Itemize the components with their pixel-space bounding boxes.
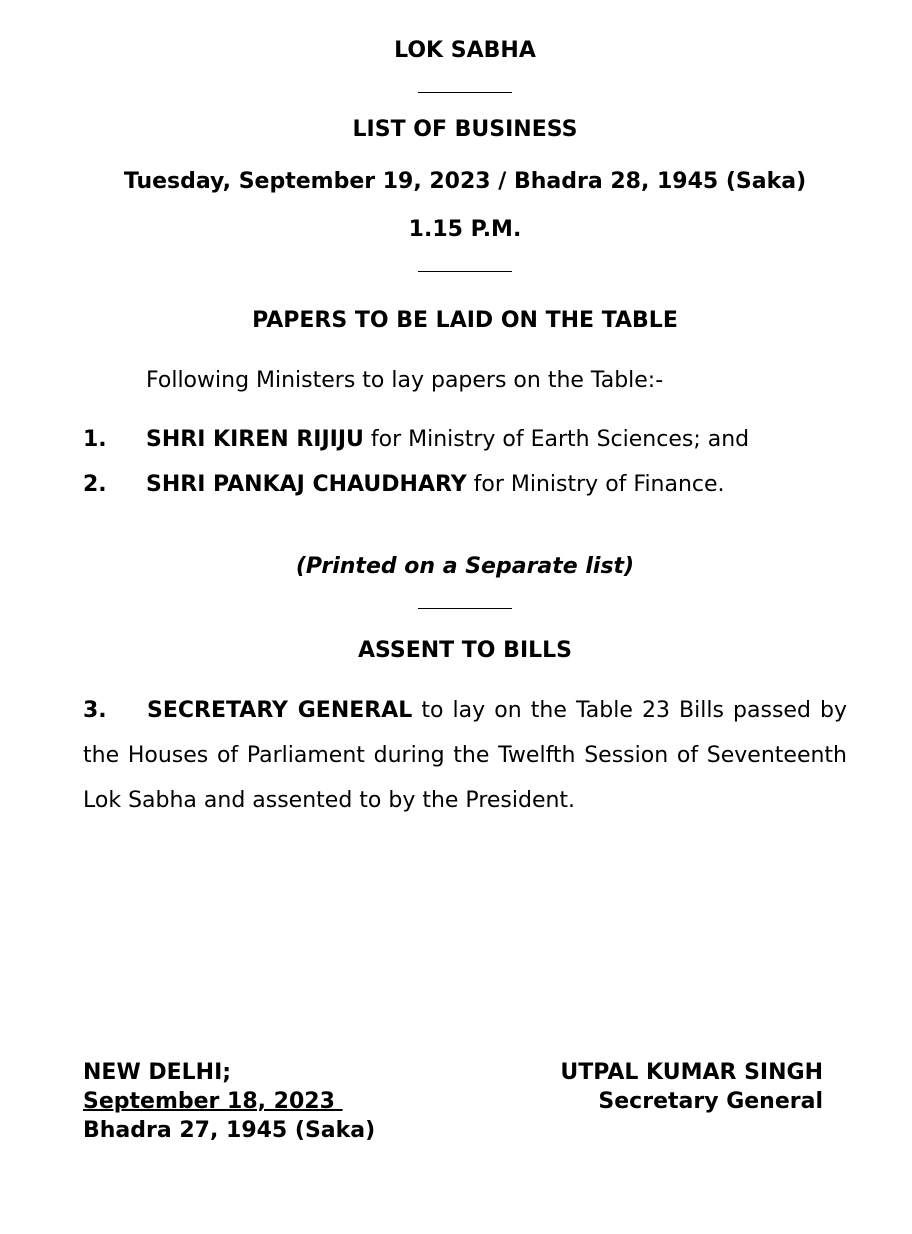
assent-paragraph [83, 688, 847, 823]
item-text: for Ministry of Finance. [466, 472, 725, 497]
signatory-title: Secretary General [598, 1089, 823, 1114]
divider [418, 608, 512, 609]
date-line: Tuesday, September 19, 2023 / Bhadra 28, 1945 (Saka) [123, 169, 807, 194]
item-text: for Ministry of Earth Sciences; and [363, 427, 750, 452]
saka-date: Bhadra 27, 1945 (Saka) [83, 1118, 376, 1143]
papers-intro: Following Ministers to lay papers on the Table:- [146, 368, 664, 393]
signature-block [560, 1058, 823, 1116]
sitting-time: 1.15 P.M. [408, 217, 522, 242]
item-number: 2. [83, 472, 107, 497]
divider [418, 92, 512, 93]
item-number: 1. [83, 427, 107, 452]
place: NEW DELHI; [83, 1060, 232, 1085]
list-item [146, 427, 749, 452]
list-item [146, 472, 725, 497]
issue-date: September 18, 2023 [83, 1089, 343, 1114]
divider [418, 271, 512, 272]
signatory-name: UTPAL KUMAR SINGH [560, 1060, 823, 1085]
item-text: to lay on the Table 23 Bills passed by the Houses of Parliament during the Twelfth Session of Seventeenth Lok Sabha and assented to by the President. [83, 698, 847, 813]
section-heading-assent: ASSENT TO BILLS [357, 638, 573, 663]
footer-place-date [83, 1058, 375, 1145]
minister-name: SHRI KIREN RIJIJU [146, 427, 364, 452]
section-heading-papers: PAPERS TO BE LAID ON THE TABLE [252, 308, 678, 333]
house-title: LOK SABHA [394, 38, 536, 63]
document-title: LIST OF BUSINESS [352, 117, 578, 142]
minister-name: SHRI PANKAJ CHAUDHARY [146, 472, 467, 497]
officer-name: SECRETARY GENERAL [147, 698, 413, 723]
separate-list-note: (Printed on a Separate list) [295, 554, 635, 579]
item-number: 3. [83, 698, 107, 723]
